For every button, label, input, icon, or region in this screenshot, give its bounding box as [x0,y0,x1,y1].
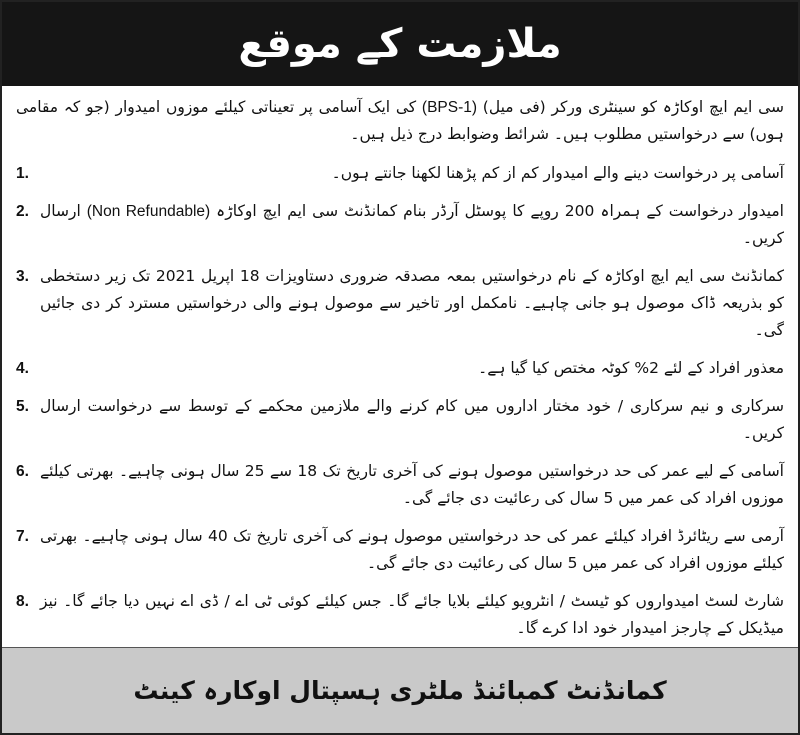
list-item-number: 4. [16,360,29,377]
list-item-number: 5. [16,398,29,415]
issuing-authority: کمانڈنٹ کمبائنڈ ملٹری ہسپتال اوکارہ کینٹ [133,676,667,705]
non-refundable-note: (Non Refundable) [86,203,211,220]
list-item-number: 2. [16,203,29,220]
header-banner [2,2,798,86]
list-item-text-end: ارسال کریں۔ [40,202,784,247]
page-title: ملازمت کے موقع [238,21,562,67]
intro-text-end: کی ایک آسامی پر تعیناتی کیلئے موزوں امیدوار (جو کہ مقامی ہوں) سے درخواستیں مطلوب ہیں۔ شرائط وضوابط درج ذیل ہیں۔ [16,98,784,143]
pay-scale: (BPS-1) [421,99,478,116]
intro-text-start: سی ایم ایچ اوکاڑہ کو سینٹری ورکر (فی میل) [477,98,784,116]
list-item-number: 7. [16,528,29,545]
list-item-text: سرکاری و نیم سرکاری / خود مختار اداروں میں کام کرنے والے ملازمین محکمے کے توسط سے درخواست ارسال کریں۔ [40,397,784,442]
list-item [16,198,784,252]
list-item-number: 6. [16,463,29,480]
list-item-text: کمانڈنٹ سی ایم ایچ اوکاڑہ کے نام درخواستیں بمعہ مصدقہ ضروری دستاویزات 18 اپریل 2021 تک زیر دستخطی کو بذریعہ ڈاک موصول ہو جانی چاہیے۔ نامکمل اور تاخیر سے موصول ہونے والی درخواستیں مسترد کر دی جائیں گی۔ [40,267,784,339]
list-item-text: آرمی سے ریٹائرڈ افراد کیلئے عمر کی حد درخواستیں موصول ہونے کی آخری تاریخ تک 40 سال ہونی چاہیے۔ بھرتی کیلئے موزوں افراد کی عمر میں 5 سال کی رعائیت دی جائے گی۔ [40,527,784,572]
list-item-text: آسامی پر درخواست دینے والے امیدوار کم از کم پڑھنا لکھنا جانتے ہوں۔ [331,164,784,182]
advertisement-body [2,86,798,650]
list-item-number: 8. [16,593,29,610]
terms-list [16,160,784,680]
list-item [16,588,784,642]
list-item-number: 3. [16,268,29,285]
list-item [16,523,784,577]
list-item-text [40,198,784,252]
list-item-text: شارٹ لسٹ امیدواروں کو ٹیسٹ / انٹرویو کیلئے بلایا جائے گا۔ جس کیلئے کوئی ٹی اے / ڈی اے نہیں دیا جائے گا۔ نیز میڈیکل کے چارجز امیدوار خود ادا کرے گا۔ [40,592,784,637]
list-item-text: آسامی کے لیے عمر کی حد درخواستیں موصول ہونے کی آخری تاریخ تک 18 سے 25 سال ہونی چاہیے۔ بھرتی کیلئے موزوں افراد کی عمر میں 5 سال کی رعائیت دی جائے گی۔ [40,462,784,507]
list-item-number: 1. [16,165,29,182]
list-item [16,263,784,344]
list-item [16,393,784,447]
list-item [16,160,784,187]
list-item-text: معذور افراد کے لئے 2% کوٹہ مختص کیا گیا ہے۔ [478,359,784,377]
list-item [16,355,784,382]
intro-paragraph [16,94,784,148]
list-item-text-start: امیدوار درخواست کے ہمراہ 200 روپے کا پوسٹل آرڈر بنام کمانڈنٹ سی ایم ایچ اوکاڑہ [210,202,784,220]
list-item [16,458,784,512]
footer-band [2,647,798,733]
